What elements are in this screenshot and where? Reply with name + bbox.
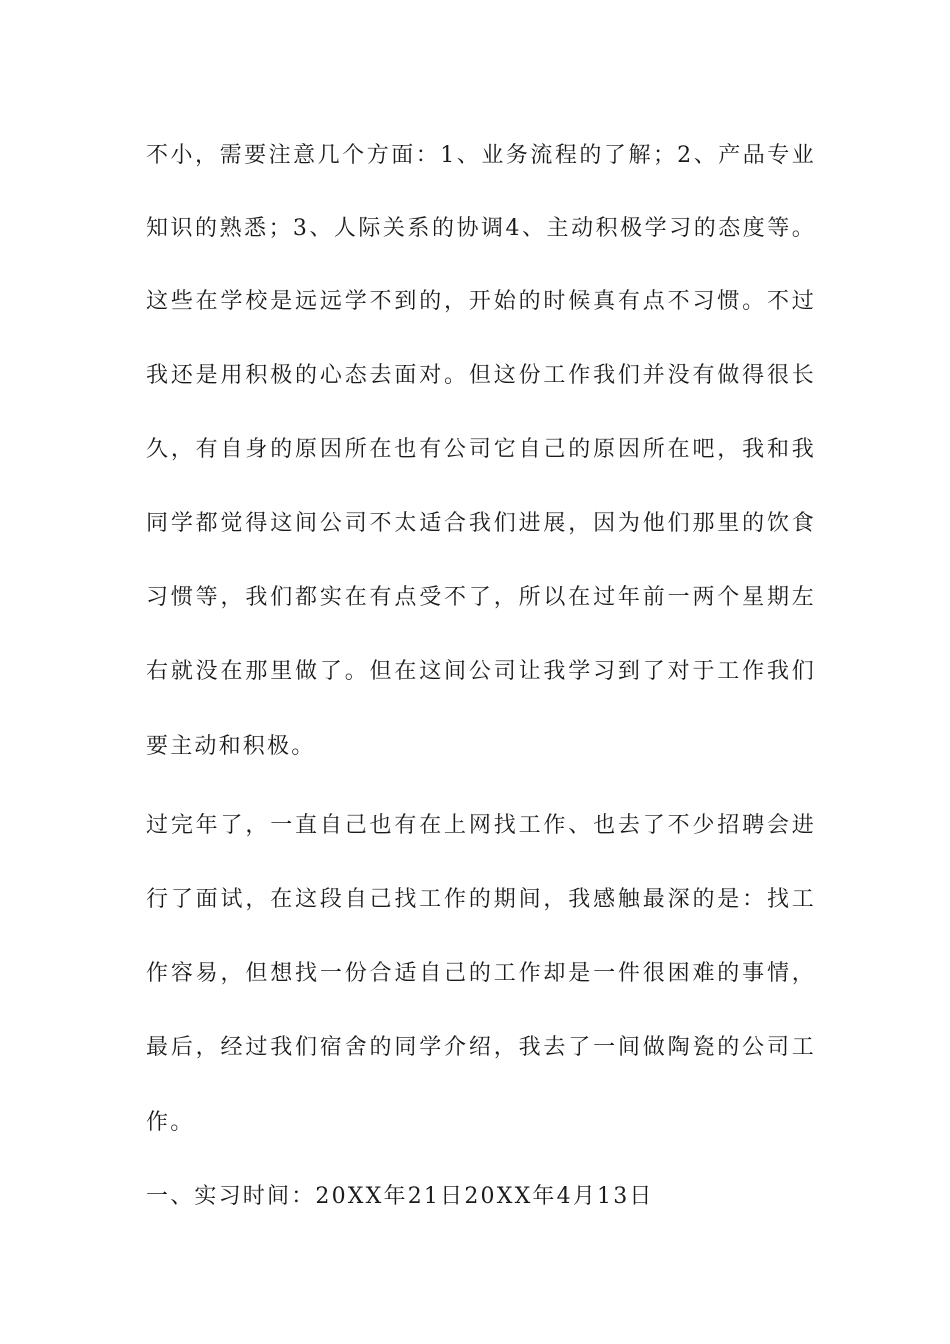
text-line: 我还是用积极的心态去面对。但这份工作我们并没有做得很长 — [146, 363, 816, 388]
text-line: 久，有自身的原因所在也有公司它自己的原因所在吧，我和我 — [146, 437, 816, 462]
text-line: 过完年了，一直自己也有在上网找工作、也去了不少招聘会进 — [146, 813, 816, 838]
text-line: 要主动和积极。 — [146, 734, 316, 759]
text-line: 最后，经过我们宿舍的同学介绍，我去了一间做陶瓷的公司工 — [146, 1035, 816, 1060]
text-line: 同学都觉得这间公司不太适合我们进展，因为他们那里的饮食 — [146, 511, 816, 536]
text-line: 作。 — [146, 1110, 195, 1135]
text-line: 作容易，但想找一份合适自己的工作却是一件很困难的事情， — [146, 961, 816, 986]
text-line: 习惯等，我们都实在有点受不了，所以在过年前一两个星期左 — [146, 585, 816, 610]
text-line: 知识的熟悉；3、人际关系的协调4、主动积极学习的态度等。 — [146, 216, 816, 241]
text-line: 右就没在那里做了。但在这间公司让我学习到了对于工作我们 — [146, 659, 816, 684]
text-line: 这些在学校是远远学不到的，开始的时候真有点不习惯。不过 — [146, 289, 816, 314]
text-line: 不小，需要注意几个方面：1、业务流程的了解；2、产品专业 — [146, 143, 816, 168]
text-line: 行了面试，在这段自己找工作的期间，我感触最深的是：找工 — [146, 887, 816, 912]
section-heading: 一、实习时间：20XX年21日20XX年4月13日 — [146, 1184, 654, 1209]
